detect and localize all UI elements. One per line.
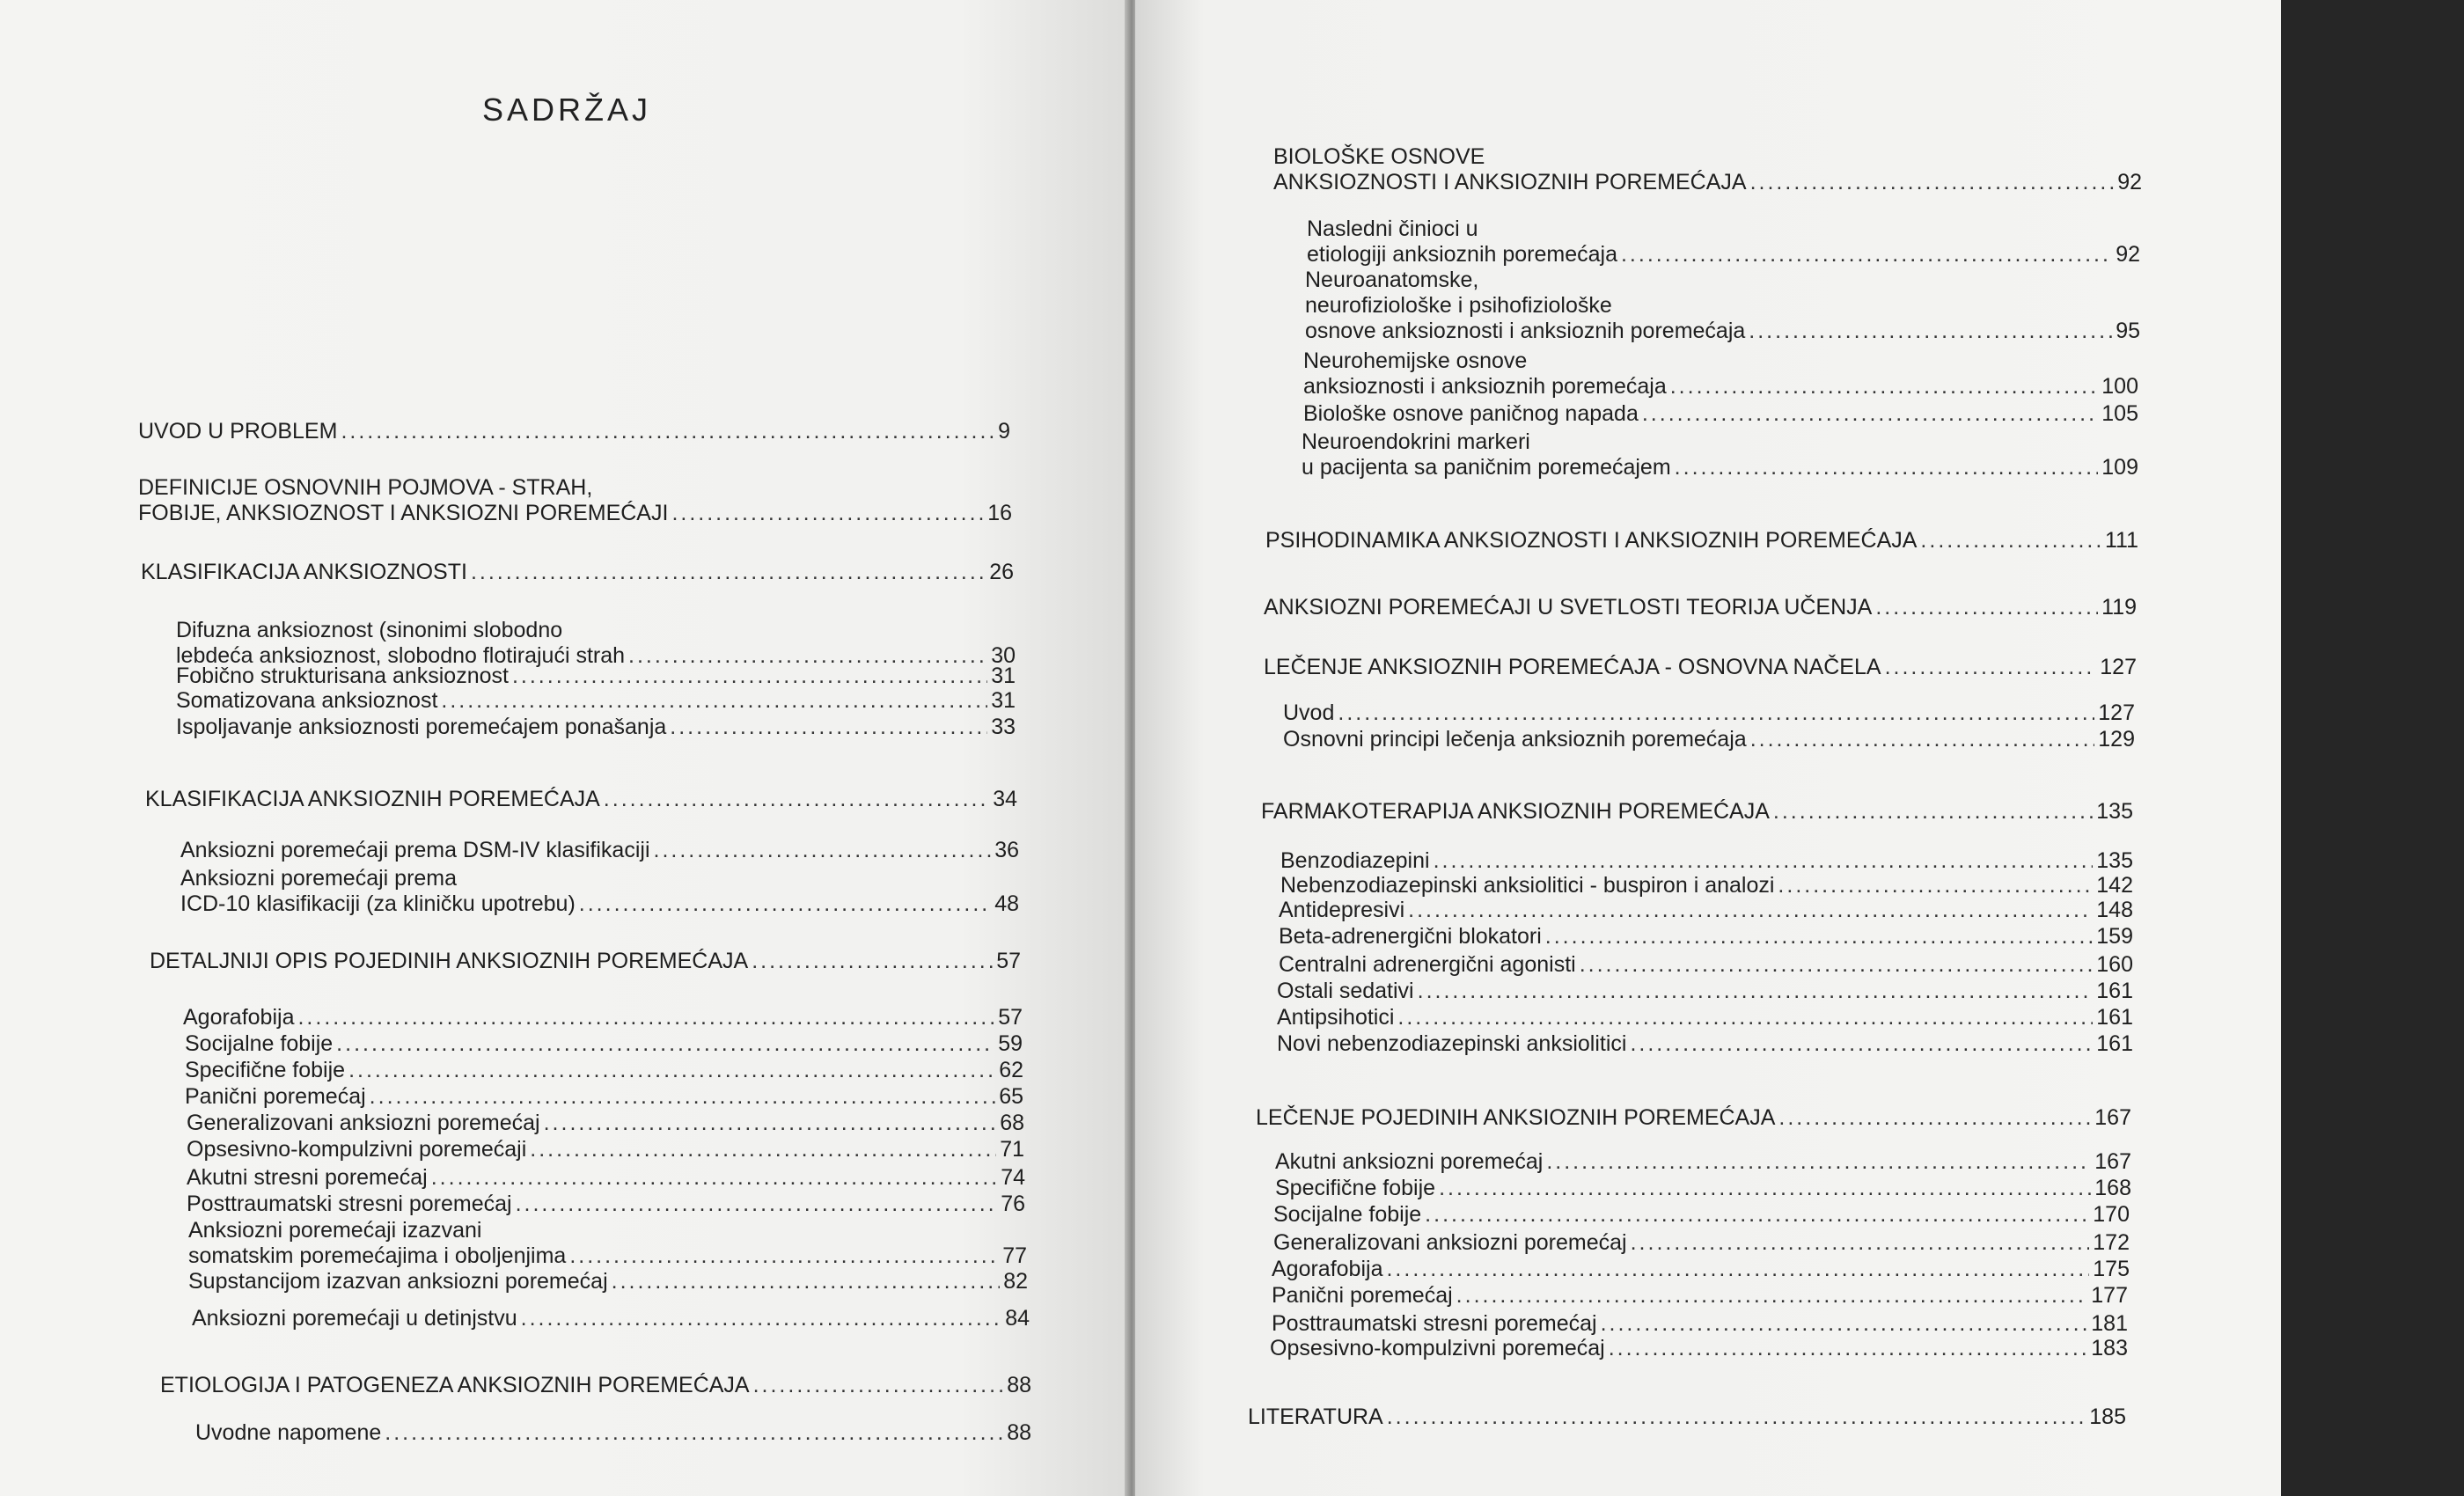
toc-entry-anksiozni-poremecaji-u-detinjstvu [192,1306,1030,1331]
toc-page-number: 71 [1000,1137,1024,1162]
toc-entry-title: Anksiozni poremećaji u detinjstvu [192,1306,517,1331]
toc-page-number: 185 [2089,1404,2126,1429]
toc-leader-dots [1750,727,2095,752]
toc-entry-line [1279,952,2133,978]
toc-leader-dots [1920,528,2101,554]
toc-leader-dots [1338,700,2094,726]
toc-entry-anksiozni-poremecaji-u-svetlosti-teorija [1264,595,2137,620]
toc-entry-title: KLASIFIKACIJA ANKSIOZNOSTI [141,560,467,584]
toc-entry-line [1277,1005,2133,1030]
toc-entry-supstancijom-izazvan-anksiozni-poremecaj [188,1269,1028,1294]
toc-entry-bioloske-osnove-panicnog-napada [1303,401,2138,427]
toc-leader-dots [1418,979,2094,1004]
toc-entry-title: DETALJNIJI OPIS POJEDINIH ANKSIOZNIH POREMEĆAJA [150,949,749,973]
toc-entry-title: Generalizovani anksiozni poremećaj [187,1111,540,1135]
toc-leader-dots [1386,1257,2089,1282]
toc-entry-title: DEFINICIJE OSNOVNIH POJMOVA - STRAH, [138,475,593,500]
toc-entry-title: Centralni adrenergični agonisti [1279,952,1576,977]
toc-entry-title: Osnovni principi lečenja anksioznih poremećaja [1283,727,1747,752]
toc-entry-klasifikacija-anksioznosti [141,560,1014,585]
toc-entry-title: Specifične fobije [185,1058,346,1082]
toc-page-number: 135 [2096,848,2133,873]
toc-leader-dots [512,664,987,689]
toc-leader-dots [1387,1404,2086,1430]
toc-leader-dots [544,1111,997,1136]
toc-page-number: 88 [1007,1373,1031,1397]
toc-entry-etiologija-i-patogeneza-anksioznih-porem [160,1373,1031,1398]
toc-entry-title: Neurohemijske osnove [1303,348,1528,373]
toc-entry-line [1277,1031,2133,1057]
toc-page-number: 68 [1000,1111,1024,1135]
toc-entry-title: Opsesivno-kompulzivni poremećaj [1270,1336,1605,1360]
toc-leader-dots [1408,898,2093,923]
toc-entry-line [176,664,1016,689]
toc-entry-fobije-anksioznost-i-anksiozni-poremecaj [138,475,1012,526]
toc-page-number: 31 [991,664,1016,688]
toc-entry-psihodinamika-anksioznosti-i-anksioznih- [1265,528,2138,554]
toc-entry-title: ICD-10 klasifikaciji (za kliničku upotrebu) [180,891,576,916]
toc-entry-title: Specifične fobije [1275,1176,1436,1200]
toc-page-number: 36 [994,838,1019,862]
toc-entry-klasifikacija-anksioznih-poremecaja [145,787,1017,812]
toc-entry-line [176,688,1016,714]
toc-entry-line [1302,429,2138,455]
toc-leader-dots [1545,924,2094,950]
toc-entry-title: Nebenzodiazepinski anksiolitici - buspiron i analozi [1280,873,1775,898]
toc-entry-detaljniji-opis-pojedinih-anksioznih-por [150,949,1021,974]
toc-entry-line [1248,1404,2126,1430]
toc-entry-line [1265,528,2138,554]
toc-page-number: 161 [2096,1005,2133,1030]
toc-entry-line [1305,268,2140,293]
toc-entry-agorafobija [1272,1257,2130,1282]
toc-entry-line [1283,700,2135,726]
toc-entry-akutni-anksiozni-poremecaj [1275,1149,2131,1175]
toc-entry-line [1280,873,2133,898]
toc-entry-socijalne-fobije [1273,1202,2130,1228]
toc-entry-title: PSIHODINAMIKA ANKSIOZNOSTI I ANKSIOZNIH POREMEĆAJA [1265,528,1918,553]
toc-leader-dots [579,891,991,917]
toc-entry-line [187,1137,1024,1162]
toc-page-number: 57 [996,949,1021,973]
toc-leader-dots [1778,873,2093,898]
toc-page-number: 127 [2100,655,2137,679]
toc-entry-title: LEČENJE ANKSIOZNIH POREMEĆAJA - OSNOVNA NAČELA [1264,655,1881,679]
toc-page-number: 161 [2096,979,2133,1003]
toc-entry-title: Fobično strukturisana anksioznost [176,664,509,688]
toc-entry-somatskim-poremecajima-i-oboljenjima [188,1218,1027,1269]
toc-leader-dots [516,1192,998,1217]
toc-page-number: 105 [2101,401,2138,426]
toc-page-number: 92 [2117,170,2142,194]
toc-entry-title: Akutni anksiozni poremećaj [1275,1149,1544,1174]
toc-page-number: 109 [2101,455,2138,480]
toc-leader-dots [1456,1283,2088,1309]
toc-page-number: 34 [993,787,1017,811]
toc-page-number: 16 [987,501,1012,525]
toc-entry-title: FOBIJE, ANKSIOZNOST I ANKSIOZNI POREMEĆAJI [138,501,669,525]
toc-entry-antipsihotici [1277,1005,2133,1030]
toc-entry-ispoljavanje-anksioznosti-poremecajem-po [176,715,1016,740]
toc-leader-dots [1439,1176,2091,1201]
toc-entry-title: Ispoljavanje anksioznosti poremećajem ponašanja [176,715,667,739]
toc-entry-title: Uvod [1283,700,1335,725]
toc-entry-line [1303,401,2138,427]
toc-leader-dots [1397,1005,2093,1030]
toc-page-number: 159 [2096,924,2133,949]
toc-leader-dots [569,1243,999,1269]
toc-entry-panicni-poremecaj [1272,1283,2128,1309]
toc-entry-title: neurofiziološke i psihofiziološke [1305,293,1612,318]
toc-page-number: 84 [1005,1306,1030,1331]
toc-entry-specificne-fobije [185,1058,1023,1083]
toc-entry-farmakoterapija-anksioznih-poremecaja [1261,799,2133,825]
toc-leader-dots [1675,455,2099,480]
toc-leader-dots [1631,1230,2090,1256]
toc-right [1135,0,2281,1496]
toc-page-number: 168 [2094,1176,2131,1200]
toc-leader-dots [1609,1336,2088,1361]
toc-entry-centralni-adrenergicni-agonisti [1279,952,2133,978]
toc-leader-dots [1425,1202,2089,1228]
toc-entry-ostali-sedativi [1277,979,2133,1004]
toc-entry-benzodiazepini [1280,848,2133,874]
toc-entry-osnove-anksioznosti-i-anksioznih-poremec [1305,268,2140,344]
toc-leader-dots [1875,595,2098,620]
toc-entry-title: Posttraumatski stresni poremećaj [1272,1311,1597,1336]
toc-entry-agorafobija [183,1005,1023,1030]
toc-entry-line [1272,1257,2130,1282]
toc-page-number: 172 [2093,1230,2130,1255]
toc-entry-title: Antidepresivi [1279,898,1405,922]
toc-page-number: 77 [1002,1243,1027,1268]
toc-page-number: 31 [991,688,1016,713]
toc-entry-line [1275,1176,2131,1201]
toc-page-number: 88 [1007,1420,1031,1445]
toc-leader-dots [297,1005,994,1030]
toc-entry-line [160,1373,1031,1398]
toc-page-number: 127 [2098,700,2135,725]
toc-entry-line [1256,1105,2131,1131]
toc-entry-line [188,1243,1027,1269]
toc-entry-antidepresivi [1279,898,2133,923]
toc-page-number: 183 [2091,1336,2128,1360]
toc-entry-line [1261,799,2133,825]
toc-entry-line [1303,348,2138,374]
toc-entry-title: Akutni stresni poremećaj [187,1165,428,1190]
left-page [0,0,1128,1496]
toc-entry-line [185,1031,1023,1057]
toc-entry-line [1270,1336,2128,1361]
toc-entry-literatura [1248,1404,2126,1430]
toc-leader-dots [370,1084,996,1110]
toc-page-number: 74 [1001,1165,1025,1190]
toc-page-number: 62 [999,1058,1023,1082]
toc-entry-title: Agorafobija [183,1005,295,1030]
toc-page-number: 177 [2091,1283,2128,1308]
toc-entry-icd-10-klasifikaciji-za-klinicku-upotreb [180,866,1019,917]
toc-page-number: 33 [991,715,1016,739]
toc-leader-dots [385,1420,1003,1446]
toc-entry-panicni-poremecaj [185,1084,1023,1110]
toc-page-number: 170 [2093,1202,2130,1227]
toc-leader-dots [1670,374,2099,400]
toc-entry-line [188,1269,1028,1294]
toc-page-number: 129 [2098,727,2135,752]
toc-entry-uvodne-napomene [195,1420,1031,1446]
toc-page-number: 119 [2101,595,2137,620]
toc-leader-dots [1434,848,2094,874]
toc-entry-title: osnove anksioznosti i anksioznih poremećaja [1305,319,1746,343]
toc-leader-dots [1642,401,2098,427]
toc-entry-specificne-fobije [1275,1176,2131,1201]
toc-entry-u-pacijenta-sa-panicnim-poremecajem [1302,429,2138,480]
toc-leader-dots [336,1031,994,1057]
toc-page-number: 111 [2104,528,2138,553]
toc-entry-title: Agorafobija [1272,1257,1383,1281]
toc-entry-line [1307,242,2140,268]
toc-entry-line [145,787,1017,812]
toc-entry-title: ETIOLOGIJA I PATOGENEZA ANKSIOZNIH POREMEĆAJA [160,1373,750,1397]
toc-entry-title: anksioznosti i anksioznih poremećaja [1303,374,1667,399]
toc-entry-osnovni-principi-lecenja-anksioznih-pore [1283,727,2135,752]
toc-entry-line [138,419,1010,444]
toc-entry-line [176,715,1016,740]
toc-leader-dots [530,1137,996,1162]
toc-entry-line [185,1058,1023,1083]
toc-leader-dots [752,949,993,974]
toc-entry-title: Panični poremećaj [185,1084,366,1109]
toc-entry-somatizovana-anksioznost [176,688,1016,714]
toc-page-number: 9 [998,419,1010,444]
toc-leader-dots [670,715,987,740]
toc-entry-line [1302,455,2138,480]
toc-entry-line [1303,374,2138,400]
toc-entry-line [1305,293,2140,319]
toc-entry-title: Antipsihotici [1277,1005,1395,1030]
toc-leader-dots [1546,1149,2091,1175]
scanner-background [2281,0,2464,1496]
toc-entry-line [187,1111,1024,1136]
toc-page-number: 57 [998,1005,1023,1030]
toc-entry-line [1264,655,2137,680]
toc-entry-generalizovani-anksiozni-poremecaj [187,1111,1024,1136]
toc-entry-title: Socijalne fobije [185,1031,334,1056]
toc-entry-socijalne-fobije [185,1031,1023,1057]
toc-entry-title: Ostali sedativi [1277,979,1414,1003]
toc-entry-title: BIOLOŠKE OSNOVE [1273,144,1485,169]
toc-entry-line [1273,144,2142,170]
toc-entry-title: Panični poremećaj [1272,1283,1453,1308]
toc-leader-dots [1885,655,2097,680]
toc-entry-title: Somatizovana anksioznost [176,688,438,713]
toc-leader-dots [1580,952,2094,978]
toc-entry-title: Anksiozni poremećaji izazvani [188,1218,482,1243]
toc-page-number: 30 [991,643,1016,668]
toc-entry-line [187,1192,1025,1217]
toc-leader-dots [753,1373,1004,1398]
toc-entry-opsesivno-kompulzivni-poremecaj [1270,1336,2128,1361]
toc-entry-anksiozni-poremecaji-prema-dsm-iv-klasif [180,838,1019,863]
toc-page-number: 161 [2096,1031,2133,1056]
toc-entry-generalizovani-anksiozni-poremecaj [1273,1230,2130,1256]
toc-entry-title: Opsesivno-kompulzivni poremećaji [187,1137,527,1162]
toc-entry-line [1279,898,2133,923]
toc-page-number: 142 [2096,873,2133,898]
toc-entry-title: UVOD U PROBLEM [138,419,338,444]
toc-page-number: 92 [2116,242,2140,267]
toc-entry-anksioznosti-i-anksioznih-poremecaja [1303,348,2138,400]
toc-leader-dots [612,1269,1001,1294]
toc-entry-line [1277,979,2133,1004]
toc-entry-line [183,1005,1023,1030]
toc-page-number: 167 [2094,1149,2131,1174]
toc-page-number: 65 [999,1084,1023,1109]
toc-page-number: 26 [989,560,1014,584]
toc-entry-line [176,618,1016,643]
toc-entry-title: Posttraumatski stresni poremećaj [187,1192,512,1216]
toc-page-number: 181 [2091,1311,2128,1336]
toc-leader-dots [348,1058,995,1083]
toc-page-number: 48 [994,891,1019,916]
toc-page-number: 95 [2116,319,2140,343]
toc-entry-line [185,1084,1023,1110]
toc-entry-title: lebdeća anksioznost, slobodno flotirajući strah [176,643,626,668]
toc-page-number: 167 [2094,1105,2131,1130]
toc-leader-dots [671,501,984,526]
toc-leader-dots [521,1306,1002,1331]
toc-entry-fobicno-strukturisana-anksioznost [176,664,1016,689]
toc-entry-title: somatskim poremećajima i oboljenjima [188,1243,567,1268]
toc-entry-line [1273,1202,2130,1228]
toc-entry-uvod [1283,700,2135,726]
toc-entry-title: Biološke osnove paničnog napada [1303,401,1639,426]
toc-entry-line [1273,170,2142,195]
toc-entry-etiologiji-anksioznih-poremecaja [1307,216,2140,268]
toc-page-number: 135 [2096,799,2133,824]
right-page [1135,0,2281,1496]
toc-leader-dots [471,560,986,585]
toc-entry-title: Uvodne napomene [195,1420,382,1445]
toc-entry-line [180,866,1019,891]
toc-entry-title: FARMAKOTERAPIJA ANKSIOZNIH POREMEĆAJA [1261,799,1770,824]
toc-entry-line [1307,216,2140,242]
toc-entry-line [1280,848,2133,874]
toc-entry-line [187,1165,1025,1191]
toc-entry-title: Anksiozni poremećaji prema DSM-IV klasifikaciji [180,838,650,862]
toc-leader-dots [1750,170,2115,195]
toc-left [0,0,1128,1496]
toc-entry-title: Neuroendokrini markeri [1302,429,1530,454]
toc-entry-line [138,475,1012,501]
toc-entry-line [150,949,1021,974]
toc-entry-title: ANKSIOZNOSTI I ANKSIOZNIH POREMEĆAJA [1273,170,1747,194]
toc-entry-line [1275,1149,2131,1175]
toc-leader-dots [1630,1031,2093,1057]
toc-entry-line [195,1420,1031,1446]
toc-page-number: 82 [1003,1269,1028,1294]
toc-leader-dots [1601,1311,2088,1337]
toc-entry-anksioznosti-i-anksioznih-poremecaja [1273,144,2142,195]
toc-entry-lecenje-pojedinih-anksioznih-poremecaja [1256,1105,2131,1131]
toc-entry-lebdeca-anksioznost-slobodno-flotirajuci [176,618,1016,669]
toc-entry-posttraumatski-stresni-poremecaj [187,1192,1025,1217]
toc-entry-novi-nebenzodiazepinski-anksiolitici [1277,1031,2133,1057]
toc-entry-title: Difuzna anksioznost (sinonimi slobodno [176,618,563,642]
toc-entry-line [1264,595,2137,620]
toc-entry-title: LEČENJE POJEDINIH ANKSIOZNIH POREMEĆAJA [1256,1105,1776,1130]
toc-entry-title: LITERATURA [1248,1404,1383,1429]
toc-entry-title: u pacijenta sa paničnim poremećajem [1302,455,1671,480]
toc-entry-line [188,1218,1027,1243]
toc-entry-title: Anksiozni poremećaji prema [180,866,458,891]
toc-entry-title: Generalizovani anksiozni poremećaj [1273,1230,1627,1255]
toc-entry-title: KLASIFIKACIJA ANKSIOZNIH POREMEĆAJA [145,787,600,811]
toc-entry-opsesivno-kompulzivni-poremecaji [187,1137,1024,1162]
toc-page-number: 100 [2101,374,2138,399]
toc-leader-dots [1621,242,2112,268]
page-title: SADRŽAJ [482,92,652,128]
toc-entry-nebenzodiazepinski-anksiolitici-buspiron [1280,873,2133,898]
toc-entry-line [141,560,1014,585]
toc-entry-posttraumatski-stresni-poremecaj [1272,1311,2128,1337]
toc-page-number: 148 [2096,898,2133,922]
toc-leader-dots [654,838,992,863]
toc-page-number: 59 [998,1031,1023,1056]
toc-leader-dots [604,787,989,812]
toc-entry-line [1283,727,2135,752]
toc-entry-line [180,891,1019,917]
toc-entry-beta-adrenergicni-blokatori [1279,924,2133,950]
toc-entry-line [1272,1311,2128,1337]
toc-entry-line [1305,319,2140,344]
toc-page-number: 175 [2093,1257,2130,1281]
toc-entry-title: Naslednі činioci u [1307,216,1478,241]
toc-entry-line [138,501,1012,526]
toc-leader-dots [1778,1105,2091,1131]
toc-entry-title: Benzodiazepini [1280,848,1430,873]
toc-leader-dots [1773,799,2093,825]
toc-entry-title: etiologiji anksioznih poremećaja [1307,242,1617,267]
toc-leader-dots [441,688,987,714]
toc-entry-line [1273,1230,2130,1256]
toc-entry-lecenje-anksioznih-poremecaja-osnovna-na [1264,655,2137,680]
toc-entry-title: Supstancijom izazvan anksiozni poremećaj [188,1269,608,1294]
toc-page-number: 76 [1001,1192,1025,1216]
toc-entry-title: Socijalne fobije [1273,1202,1422,1227]
toc-entry-line [1279,924,2133,950]
toc-entry-title: ANKSIOZNI POREMEĆAJI U SVETLOSTI TEORIJA UČENJA [1264,595,1873,620]
toc-entry-title: Neuroanatomske, [1305,268,1479,292]
toc-leader-dots [1749,319,2112,344]
toc-entry-line [192,1306,1030,1331]
toc-leader-dots [431,1165,997,1191]
toc-entry-akutni-stresni-poremecaj [187,1165,1025,1191]
toc-entry-title: Novi nebenzodiazepinski anksiolitici [1277,1031,1627,1056]
toc-entry-line [1272,1283,2128,1309]
toc-entry-title: Beta-adrenergični blokatori [1279,924,1542,949]
toc-entry-uvod-u-problem [138,419,1010,444]
toc-entry-line [180,838,1019,863]
toc-leader-dots [341,419,994,444]
toc-page-number: 160 [2096,952,2133,977]
